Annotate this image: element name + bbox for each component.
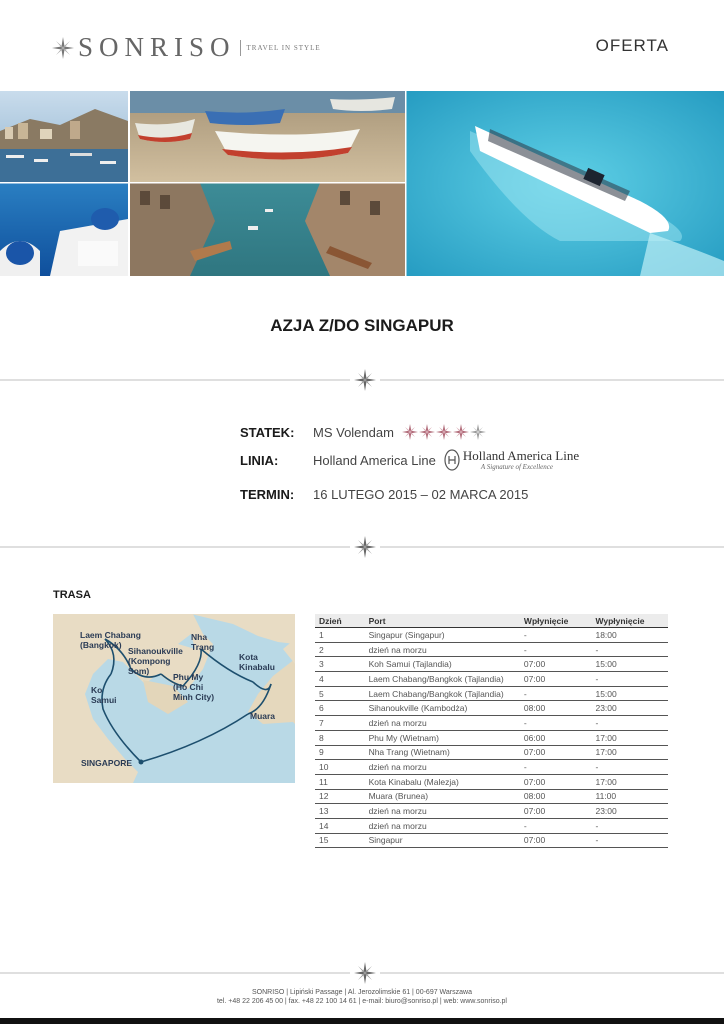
table-row (315, 818, 668, 833)
table-cell-col-day: 15 (315, 833, 365, 848)
table-cell-col-day: 10 (315, 760, 365, 775)
photo-harbor (0, 91, 128, 183)
map-label-nha: Nha (191, 632, 208, 642)
holland-america-emblem-icon (444, 449, 460, 471)
table-cell-col-departure: 23:00 (591, 804, 668, 819)
table-cell-col-arrival: 08:00 (520, 789, 592, 804)
footer-contact: tel. +48 22 206 45 00 | fax. +48 22 100 14 61 | e-mail: biuro@sonriso.pl | web: www.sonriso.pl (216, 998, 507, 1005)
table-cell-col-departure: 23:00 (591, 701, 668, 716)
map-label-kinabalu: Kinabalu (239, 662, 275, 672)
table-cell-col-day: 1 (315, 628, 365, 643)
table-header-row (315, 614, 668, 628)
photo-venice-canal (130, 183, 405, 276)
table-cell-col-departure: 17:00 (591, 730, 668, 745)
star-icon (470, 424, 486, 440)
table-header-col-day: Dzień (315, 614, 365, 628)
line-value: Holland America Line (313, 452, 436, 468)
compass-star-icon (52, 37, 74, 59)
table-cell-col-day: 11 (315, 774, 365, 789)
compass-divider (0, 536, 724, 558)
table-row (315, 672, 668, 687)
table-cell-col-port: Laem Chabang/Bangkok (Tajlandia) (365, 672, 520, 687)
page-title: AZJA Z/DO SINGAPUR (270, 316, 454, 335)
table-cell-col-day: 6 (315, 701, 365, 716)
map-label-phu-my: Phu My (173, 672, 204, 682)
itinerary-table (315, 614, 668, 848)
map-label-ho-chi: (Ho Chi (173, 682, 204, 692)
star-icon (436, 424, 452, 440)
photo-santorini (0, 183, 128, 276)
logo-text: SONRISO (78, 32, 236, 62)
table-cell-col-departure: 15:00 (591, 686, 668, 701)
compass-divider (0, 962, 724, 984)
table-cell-col-port: Nha Trang (Wietnam) (365, 745, 520, 760)
star-icon (419, 424, 435, 440)
map-label-sihanoukville: Sihanoukville (128, 646, 183, 656)
logo-tagline: TRAVEL IN STYLE (246, 43, 321, 52)
table-cell-col-day: 5 (315, 686, 365, 701)
line-row (240, 449, 579, 471)
table-cell-col-arrival: - (520, 818, 592, 833)
table-row (315, 789, 668, 804)
table-cell-col-departure: 11:00 (591, 789, 668, 804)
table-cell-col-port: Kota Kinabalu (Malezja) (365, 774, 520, 789)
table-row (315, 833, 668, 848)
map-label-ko: Ko (91, 685, 103, 695)
table-cell-col-arrival: 08:00 (520, 701, 592, 716)
offer-label: OFERTA (595, 36, 669, 55)
compass-divider (0, 369, 724, 391)
route-heading: TRASA (53, 589, 91, 601)
sonriso-logo (52, 32, 321, 63)
table-row (315, 730, 668, 745)
table-cell-col-port: Koh Samui (Tajlandia) (365, 657, 520, 672)
map-label-singapore: SINGAPORE (81, 758, 133, 768)
line-label: LINIA: (240, 452, 279, 468)
table-cell-col-arrival: - (520, 716, 592, 731)
table-cell-col-port: dzień na morzu (365, 818, 520, 833)
table-cell-col-departure: 17:00 (591, 774, 668, 789)
compass-star-icon (354, 369, 376, 391)
table-cell-col-day: 14 (315, 818, 365, 833)
table-cell-col-departure: - (591, 642, 668, 657)
table-cell-col-day: 9 (315, 745, 365, 760)
table-cell-col-day: 12 (315, 789, 365, 804)
table-cell-col-port: Phu My (Wietnam) (365, 730, 520, 745)
term-label: TERMIN: (240, 487, 295, 502)
table-cell-col-departure: - (591, 716, 668, 731)
table-cell-col-arrival: 07:00 (520, 833, 592, 848)
holland-america-logo-name: Holland America Line (462, 448, 580, 463)
holland-america-logo-tagline: A Signature of Excellence (480, 463, 553, 471)
map-label-som: Som) (128, 666, 150, 676)
table-cell-col-port: dzień na morzu (365, 716, 520, 731)
compass-star-icon (354, 536, 376, 558)
table-cell-col-port: dzień na morzu (365, 642, 520, 657)
photo-fishing-boats (130, 91, 405, 183)
table-cell-col-departure: - (591, 672, 668, 687)
map-label-bangkok: (Bangkok) (80, 640, 122, 650)
map-label-kompong: (Kompong (128, 656, 171, 666)
table-cell-col-port: Sihanoukville (Kambodża) (365, 701, 520, 716)
table-row (315, 804, 668, 819)
table-cell-col-port: Muara (Brunea) (365, 789, 520, 804)
table-cell-col-departure: 17:00 (591, 745, 668, 760)
map-label-samui: Samui (91, 695, 117, 705)
table-cell-col-departure: - (591, 833, 668, 848)
table-cell-col-day: 4 (315, 672, 365, 687)
table-row (315, 686, 668, 701)
table-cell-col-arrival: - (520, 642, 592, 657)
table-header-col-port: Port (365, 614, 520, 628)
table-cell-col-day: 7 (315, 716, 365, 731)
logo-separator (240, 40, 241, 56)
table-cell-col-port: dzień na morzu (365, 804, 520, 819)
table-cell-col-day: 13 (315, 804, 365, 819)
table-cell-col-arrival: 07:00 (520, 672, 592, 687)
map-label-trang: Trang (191, 642, 215, 652)
table-cell-col-departure: 18:00 (591, 628, 668, 643)
ship-label: STATEK: (240, 424, 295, 440)
table-cell-col-departure: - (591, 760, 668, 775)
table-row (315, 760, 668, 775)
star-icon (402, 424, 418, 440)
term-value: 16 LUTEGO 2015 – 02 MARCA 2015 (313, 487, 529, 502)
singapore-port-marker (139, 760, 144, 765)
map-label-kota: Kota (239, 652, 258, 662)
table-cell-col-port: Laem Chabang/Bangkok (Tajlandia) (365, 686, 520, 701)
table-cell-col-arrival: - (520, 760, 592, 775)
table-cell-col-day: 3 (315, 657, 365, 672)
table-cell-col-port: Singapur (Singapur) (365, 628, 520, 643)
table-row (315, 774, 668, 789)
holland-america-logo (444, 449, 579, 471)
table-row (315, 716, 668, 731)
table-cell-col-arrival: 07:00 (520, 804, 592, 819)
table-cell-col-port: dzień na morzu (365, 760, 520, 775)
table-cell-col-departure: 15:00 (591, 657, 668, 672)
table-cell-col-arrival: 06:00 (520, 730, 592, 745)
ship-rating-stars (402, 424, 487, 440)
table-row (315, 657, 668, 672)
compass-star-icon (354, 962, 376, 984)
table-cell-col-departure: - (591, 818, 668, 833)
table-header-col-departure: Wypłynięcie (591, 614, 668, 628)
map-label-muara: Muara (250, 711, 276, 721)
hero-photo-collage (0, 91, 724, 276)
ship-value: MS Volendam (313, 424, 394, 440)
star-icon (453, 424, 469, 440)
table-row (315, 628, 668, 643)
table-cell-col-port: Singapur (365, 833, 520, 848)
table-cell-col-day: 8 (315, 730, 365, 745)
map-label-laem-chabang: Laem Chabang (80, 630, 141, 640)
table-cell-col-arrival: - (520, 628, 592, 643)
table-cell-col-arrival: 07:00 (520, 657, 592, 672)
ship-row (240, 424, 487, 440)
photo-cruise-ship (406, 91, 724, 276)
bottom-bar (0, 1018, 724, 1024)
table-cell-col-arrival: 07:00 (520, 774, 592, 789)
term-row (240, 487, 528, 502)
table-row (315, 701, 668, 716)
table-cell-col-day: 2 (315, 642, 365, 657)
table-row (315, 642, 668, 657)
table-row (315, 745, 668, 760)
table-header-col-arrival: Wpłynięcie (520, 614, 592, 628)
footer-address: SONRISO | Lipiński Passage | Al. Jerozolimskie 61 | 00-697 Warszawa (252, 989, 472, 996)
table-cell-col-arrival: - (520, 686, 592, 701)
footer (0, 988, 724, 1006)
route-map (53, 614, 295, 783)
map-label-minh-city: Minh City) (173, 692, 215, 702)
table-cell-col-arrival: 07:00 (520, 745, 592, 760)
